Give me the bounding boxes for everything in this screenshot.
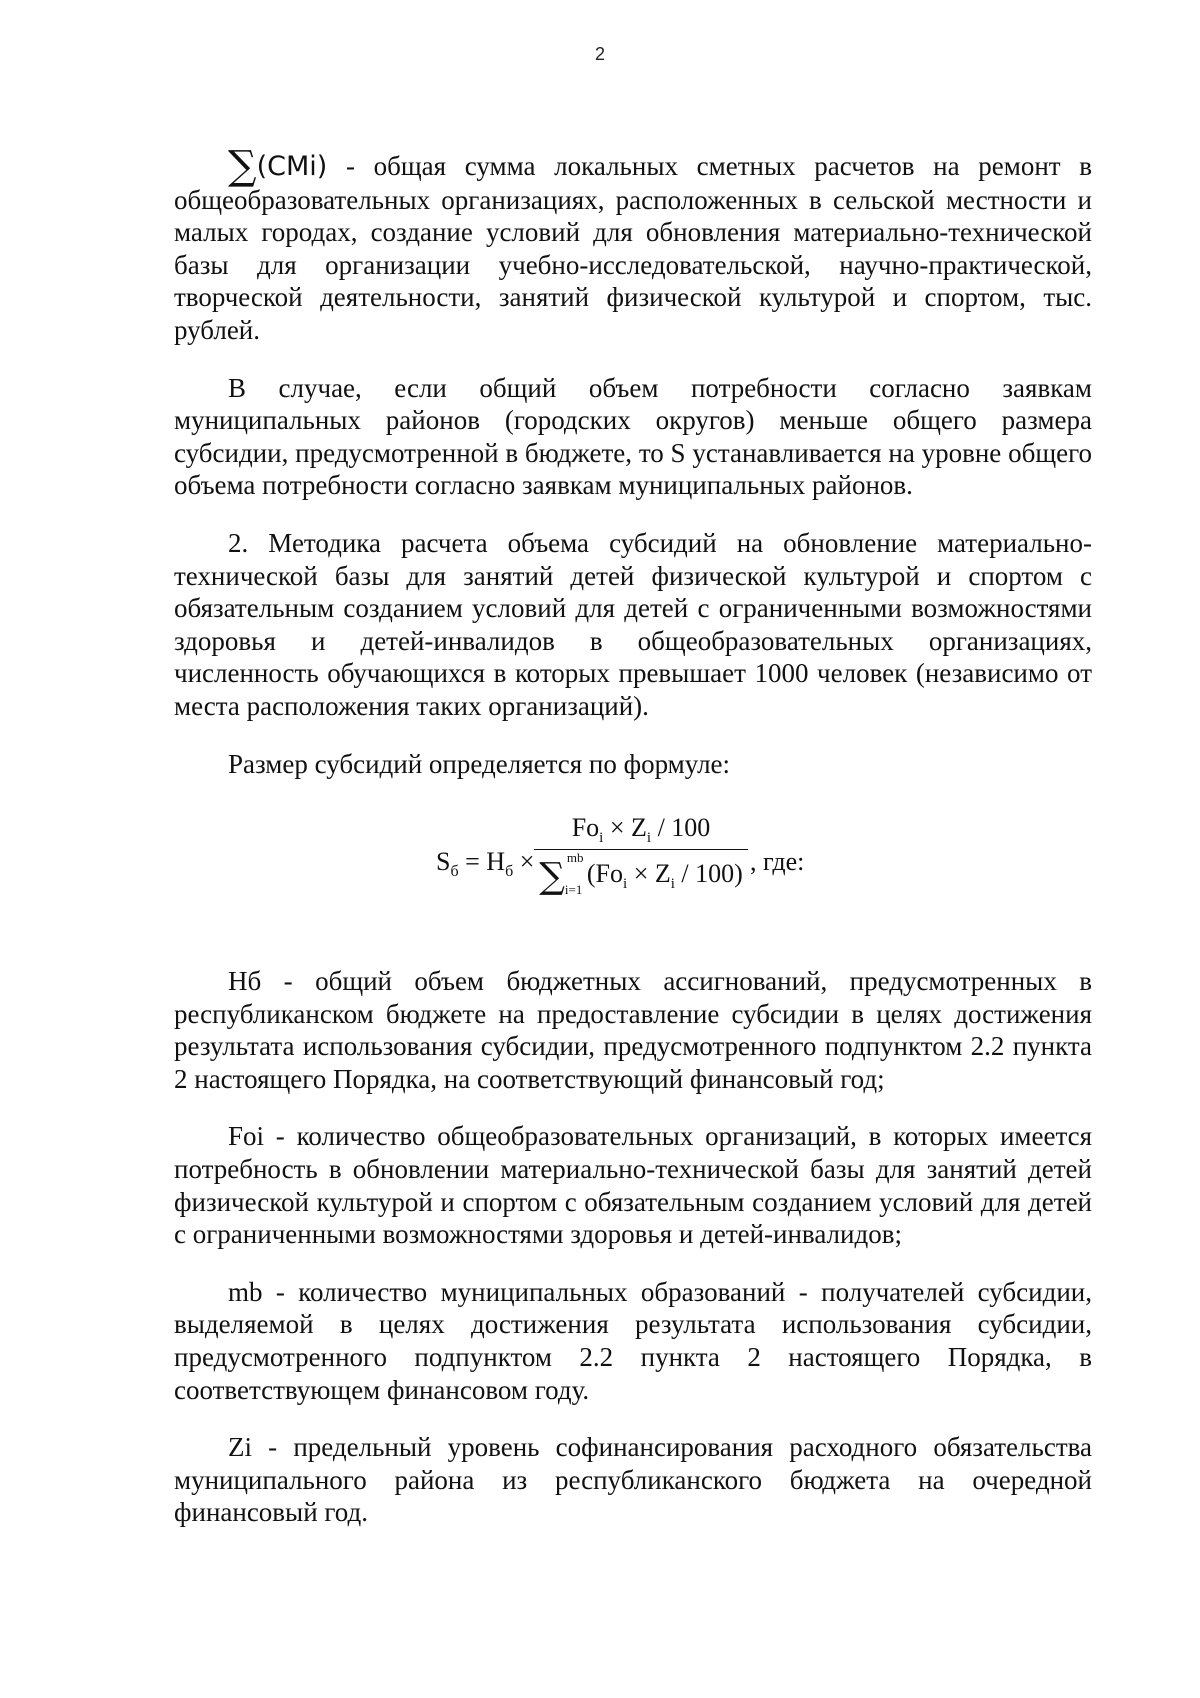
den-upper-limit: mb: [566, 850, 584, 866]
paragraph-s-level: В случае, если общий объем потребности согласно заявкам муниципальных районов (городских округов) меньше общего размера субсидии, предусмотренной в бюджете, то S устанавливается на уровне общего объема потребности согласно заявкам муниципальных районов.: [174, 372, 1092, 501]
fraction-denominator: [534, 850, 748, 898]
formula-equals: =: [458, 847, 487, 877]
den-sum-limits: [564, 850, 587, 898]
fraction-numerator: [534, 813, 748, 847]
formula-fraction: [534, 813, 748, 897]
formula-h-sub: б: [505, 863, 514, 881]
formula-h: H: [486, 847, 506, 877]
den-divide-100: / 100): [674, 859, 743, 889]
definition-foi: Foi - количество общеобразовательных организаций, в которых имеется потребность в обновлении материально-технической базы для занятий детей физической культурой и спортом с обязательным созданием условий для детей с ограниченными возможностями здоровья и детей-инвалидов;: [174, 1121, 1092, 1250]
den-z-sub: i: [670, 876, 675, 893]
num-z: Z: [631, 813, 647, 843]
sum-symbol: ∑: [228, 143, 257, 189]
document-body: [174, 143, 1092, 1554]
formula-tail: , где:: [750, 847, 805, 877]
num-times: ×: [603, 813, 631, 843]
subsidy-formula: [174, 805, 1092, 923]
cmi-term: (CMi): [256, 151, 328, 182]
den-sum-symbol: ∑: [539, 856, 565, 898]
formula-times: ×: [513, 847, 535, 877]
num-z-sub: i: [646, 830, 652, 847]
den-times-z: × Z: [627, 859, 671, 889]
paragraph-text: - общая сумма локальных сметных расчетов на ремонт в общеобразовательных организациях, расположенных в сельской местности и малых городах, создание условий для обновления материально-технической базы для организации учебно-исследовательской, научно-практической, творческой деятельности, занятий физической культурой и спортом, тыс. рублей.: [174, 151, 1092, 345]
num-fo: Fo: [571, 813, 600, 843]
definition-zi: Zi - предельный уровень софинансирования расходного обязательства муниципального района из республиканского бюджета на очередной финансовый год.: [174, 1432, 1092, 1528]
definition-mb: mb - количество муниципальных образований - получателей субсидии, выделяемой в целях достижения результата использования субсидии, предусмотренного подпунктом 2.2 пункта 2 настоящего Порядка, в соответствующем финансовом году.: [174, 1276, 1092, 1405]
paragraph-method-2: 2. Методика расчета объема субсидий на обновление материально-технической базы для занятий детей физической культурой и спортом с обязательным созданием условий для детей с ограниченными возможностями здоровья и детей-инвалидов в общеобразовательных организациях, численность обучающихся в которых превышает 1000 человек (независимо от места расположения таких организаций).: [174, 527, 1092, 721]
paragraph-formula-intro: Размер субсидий определяется по формуле:: [228, 748, 731, 779]
den-fo: (Fo: [586, 859, 624, 889]
num-fo-sub: i: [599, 830, 604, 847]
paragraph-cmi-definition: [174, 143, 1092, 347]
formula-s: S: [436, 847, 451, 877]
num-divide-100: / 100: [651, 813, 711, 843]
formula-s-sub: б: [450, 863, 459, 881]
definition-nb: Нб - общий объем бюджетных ассигнований, предусмотренных в республиканском бюджете на предоставление субсидии в целях достижения результата использования субсидии, предусмотренного подпунктом 2.2 пункта 2 настоящего Порядка, на соответствующий финансовый год;: [174, 966, 1092, 1094]
page-number: 2: [594, 44, 605, 64]
den-fo-sub: i: [623, 876, 628, 893]
den-lower-limit: i=1: [564, 882, 583, 898]
formula-lhs: [436, 847, 534, 881]
